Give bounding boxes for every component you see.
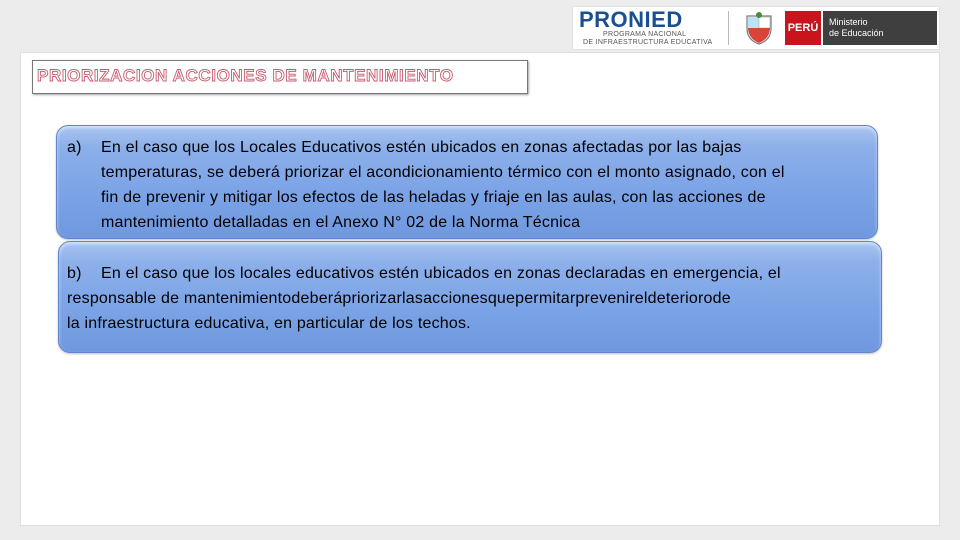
pronied-logo: PRONIED [579, 7, 683, 32]
item-a-marker: a) [67, 139, 82, 156]
item-a-line2: temperaturas, se deberá priorizar el acondicionamiento térmico con el monto asignado, con el [101, 164, 785, 181]
item-b-marker: b) [67, 265, 82, 282]
slide-title: PRIORIZACION ACCIONES DE MANTENIMIENTO [37, 66, 454, 85]
header-logo-bar [572, 6, 940, 50]
ministry-badge [823, 11, 937, 45]
item-a-line1: En el caso que los Locales Educativos estén ubicados en zonas afectadas por las bajas [101, 139, 742, 156]
slide-title-box [32, 60, 528, 94]
item-a-line3: fin de prevenir y mitigar los efectos de las heladas y friaje en las aulas, con las acciones de [101, 189, 766, 206]
logo-divider [728, 11, 729, 45]
item-b-line1: En el caso que los locales educativos estén ubicados en zonas declaradas en emergencia, el [101, 265, 781, 282]
item-panel-a [56, 125, 878, 239]
coat-of-arms-icon [741, 10, 777, 46]
item-b-line2: responsable de mantenimientodeberápriorizarlasaccionesquepermitarprevenireldeteriorode [67, 290, 731, 307]
ministry-line1: Ministerio [829, 17, 868, 27]
item-a-line4: mantenimiento detalladas en el Anexo N° 02 de la Norma Técnica [101, 214, 581, 231]
item-b-line3: la infraestructura educativa, en particular de los techos. [67, 315, 471, 332]
pronied-subtitle-line1: PROGRAMA NACIONAL [603, 31, 687, 38]
ministry-line2: de Educación [829, 28, 884, 38]
peru-label: PERÚ [785, 11, 821, 45]
item-panel-b [58, 241, 882, 353]
pronied-subtitle-line2: DE INFRAESTRUCTURA EDUCATIVA [583, 39, 713, 46]
